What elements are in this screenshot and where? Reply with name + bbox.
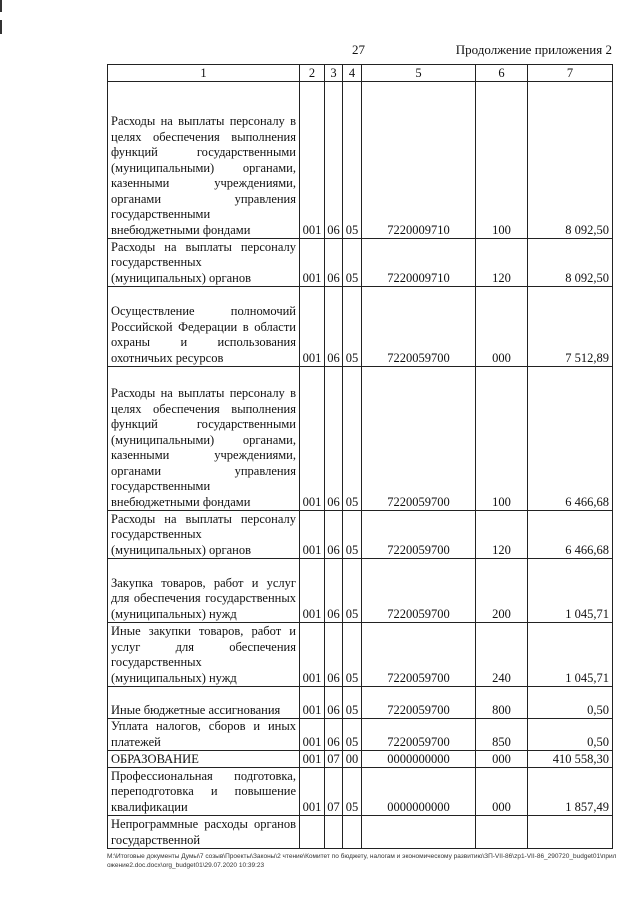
- expense-type-code: 120: [476, 239, 528, 287]
- row-name: Непрограммные расходы органов государственной: [108, 816, 300, 849]
- expense-type-code: 000: [476, 768, 528, 816]
- column-header: 2: [300, 65, 325, 82]
- table-row: [108, 287, 613, 367]
- row-name: Профессиональная подготовка, переподготовка и повышение квалификации: [108, 768, 300, 816]
- table-row: [108, 719, 613, 751]
- section-code: 06: [325, 82, 343, 239]
- expense-type-code: 000: [476, 751, 528, 768]
- grbs-code: 001: [300, 559, 325, 623]
- subsection-code: 05: [343, 687, 362, 719]
- row-name: Расходы на выплаты персоналу государственных (муниципальных) органов: [108, 239, 300, 287]
- scan-edge-mark: [0, 0, 2, 12]
- amount: 410 558,30: [528, 751, 613, 768]
- grbs-code: 001: [300, 367, 325, 511]
- table-row: [108, 816, 613, 849]
- grbs-code: 001: [300, 751, 325, 768]
- section-code: 06: [325, 719, 343, 751]
- budget-table: [107, 64, 613, 849]
- subsection-code: 05: [343, 287, 362, 367]
- section-code: 06: [325, 559, 343, 623]
- expense-type-code: 850: [476, 719, 528, 751]
- expense-type-code: 120: [476, 511, 528, 559]
- file-path-footer: М:\Итоговые документы Думы\7 созыв\Проекты\Законы\2 чтение\Комитет по бюджету, налогам и экономическому развитию\ЗП-VII-86\zp1-VII-86_290720_budget01\приложение2.doc.docx\org_budget01\29.07.2020 10:39:23: [107, 853, 617, 869]
- table-row: [108, 623, 613, 687]
- table-row: [108, 559, 613, 623]
- grbs-code: 001: [300, 719, 325, 751]
- expense-type-code: 200: [476, 559, 528, 623]
- page-header: [0, 42, 640, 62]
- expense-type-code: 100: [476, 82, 528, 239]
- subsection-code: 05: [343, 719, 362, 751]
- subsection-code: 05: [343, 559, 362, 623]
- continuation-caption: Продолжение приложения 2: [455, 42, 612, 57]
- expense-type-code: 000: [476, 287, 528, 367]
- subsection-code: 05: [343, 768, 362, 816]
- expense-type-code: 100: [476, 367, 528, 511]
- section-code: 06: [325, 367, 343, 511]
- grbs-code: 001: [300, 768, 325, 816]
- target-article-code: 7220059700: [362, 719, 476, 751]
- section-code: 06: [325, 687, 343, 719]
- target-article-code: 7220059700: [362, 687, 476, 719]
- subsection-code: 05: [343, 239, 362, 287]
- page-number: 27: [352, 42, 365, 57]
- table-row: [108, 768, 613, 816]
- amount: 1 857,49: [528, 768, 613, 816]
- row-name: Уплата налогов, сборов и иных платежей: [108, 719, 300, 751]
- row-name: Расходы на выплаты персоналу государственных (муниципальных) органов: [108, 511, 300, 559]
- column-header: 4: [343, 65, 362, 82]
- section-code: 07: [325, 768, 343, 816]
- section-code: 06: [325, 287, 343, 367]
- section-code: 06: [325, 623, 343, 687]
- column-header: 6: [476, 65, 528, 82]
- table-row: [108, 751, 613, 768]
- subsection-code: 05: [343, 623, 362, 687]
- grbs-code: 001: [300, 687, 325, 719]
- row-name: Осуществление полномочий Российской Федерации в области охраны и использования охотничьих ресурсов: [108, 287, 300, 367]
- grbs-code: 001: [300, 82, 325, 239]
- scan-edge-mark: [0, 20, 2, 34]
- expense-type-code: [476, 816, 528, 849]
- table-row: [108, 687, 613, 719]
- table-row: [108, 239, 613, 287]
- target-article-code: 7220059700: [362, 559, 476, 623]
- grbs-code: 001: [300, 623, 325, 687]
- amount: [528, 816, 613, 849]
- target-article-code: 7220009710: [362, 239, 476, 287]
- subsection-code: 00: [343, 751, 362, 768]
- column-header: 5: [362, 65, 476, 82]
- target-article-code: 7220059700: [362, 511, 476, 559]
- expense-type-code: 800: [476, 687, 528, 719]
- target-article-code: 7220059700: [362, 367, 476, 511]
- table-row: [108, 511, 613, 559]
- amount: 1 045,71: [528, 559, 613, 623]
- row-name: Иные закупки товаров, работ и услуг для обеспечения государственных (муниципальных) нужд: [108, 623, 300, 687]
- subsection-code: 05: [343, 511, 362, 559]
- column-header: 3: [325, 65, 343, 82]
- expense-type-code: 240: [476, 623, 528, 687]
- row-name: ОБРАЗОВАНИЕ: [108, 751, 300, 768]
- section-code: 06: [325, 511, 343, 559]
- grbs-code: 001: [300, 287, 325, 367]
- target-article-code: 0000000000: [362, 751, 476, 768]
- row-name: Расходы на выплаты персоналу в целях обеспечения выполнения функций государственными (муниципальными) органами, казенными учреждениями, органами управления государственными внебюджетными фондами: [108, 82, 300, 239]
- grbs-code: 001: [300, 511, 325, 559]
- table-header-row: [108, 65, 613, 82]
- amount: 6 466,68: [528, 511, 613, 559]
- grbs-code: 001: [300, 239, 325, 287]
- subsection-code: 05: [343, 367, 362, 511]
- amount: 7 512,89: [528, 287, 613, 367]
- row-name: Расходы на выплаты персоналу в целях обеспечения выполнения функций государственными (муниципальными) органами, казенными учреждениями, органами управления государственными внебюджетными фондами: [108, 367, 300, 511]
- section-code: [325, 816, 343, 849]
- row-name: Закупка товаров, работ и услуг для обеспечения государственных (муниципальных) нужд: [108, 559, 300, 623]
- table-row: [108, 367, 613, 511]
- target-article-code: 7220059700: [362, 623, 476, 687]
- amount: 0,50: [528, 687, 613, 719]
- column-header: 1: [108, 65, 300, 82]
- target-article-code: 0000000000: [362, 768, 476, 816]
- amount: 0,50: [528, 719, 613, 751]
- amount: 6 466,68: [528, 367, 613, 511]
- amount: 1 045,71: [528, 623, 613, 687]
- section-code: 07: [325, 751, 343, 768]
- section-code: 06: [325, 239, 343, 287]
- target-article-code: 7220059700: [362, 287, 476, 367]
- amount: 8 092,50: [528, 82, 613, 239]
- subsection-code: [343, 816, 362, 849]
- target-article-code: [362, 816, 476, 849]
- subsection-code: 05: [343, 82, 362, 239]
- grbs-code: [300, 816, 325, 849]
- target-article-code: 7220009710: [362, 82, 476, 239]
- column-header: 7: [528, 65, 613, 82]
- amount: 8 092,50: [528, 239, 613, 287]
- table-row: [108, 82, 613, 239]
- row-name: Иные бюджетные ассигнования: [108, 687, 300, 719]
